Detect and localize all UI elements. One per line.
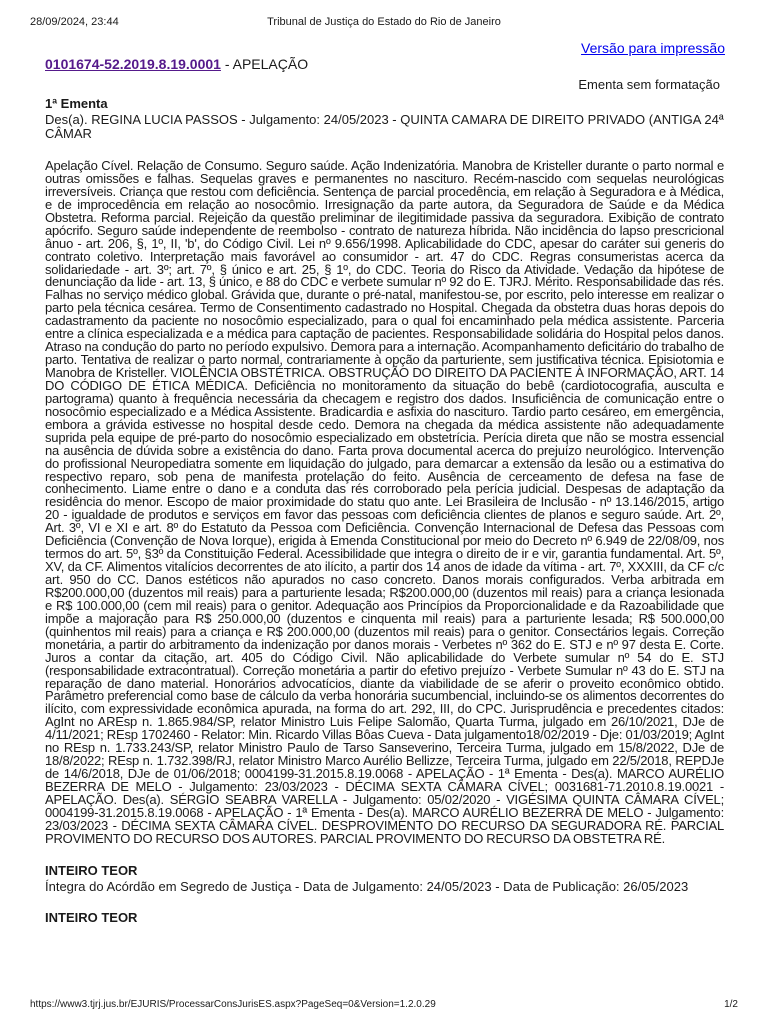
main-content bbox=[45, 97, 724, 925]
process-heading bbox=[45, 56, 308, 72]
process-type: - APELAÇÃO bbox=[220, 56, 309, 72]
print-header bbox=[30, 15, 738, 29]
page-url: https://www3.tjrj.jus.br/EJURIS/ProcessarConsJurisES.aspx?PageSeq=0&Version=1.2.0.29 bbox=[30, 999, 436, 1010]
print-site-title: Tribunal de Justiça do Estado do Rio de Janeiro bbox=[267, 16, 501, 28]
ementa-heading: 1ª Ementa bbox=[45, 96, 108, 111]
process-number-link[interactable]: 0101674-52.2019.8.19.0001 bbox=[45, 56, 221, 72]
print-datetime: 28/09/2024, 23:44 bbox=[30, 16, 119, 28]
inteiro-teor-text: Íntegra do Acórdão em Segredo de Justiça - Data de Julgamento: 24/05/2023 - Data de Publicação: 26/05/2023 bbox=[45, 878, 689, 894]
ementa-text: Apelação Cível. Relação de Consumo. Seguro saúde. Ação Indenizatória. Manobra de Kristeller durante o parto normal e outras omissões e falhas. Sequelas graves e permanentes no nascituro. Recém-nascido com sequelas neurológicas irreversíveis. Criança que restou com deficiência. Sentença de parcial procedência, em relação à Seguradora e à Médica, e de improcedência em relação ao nosocômio. Irresignação da parte autora, da Seguradora de Saúde e da Médica Obstetra. Reforma parcial. Rejeição da questão preliminar de ilegitimidade passiva da seguradora. Exibição de contrato apócrifo. Seguro saúde independente de reembolso - contrato de natureza híbrida. Não incidência do lapso prescricional ânuo - art. 206, §, 1º, II, 'b', do Código Civil. Lei nº 9.656/1998. Aplicabilidade do CDC, apesar do caráter sui generis do contrato coletivo. Interpretação mais favorável ao consumidor - art. 47 do CDC. Regras consumeristas acerca da solidariedade - art. 3º; art. 7º, § único e art. 25, § 1º, do CDC. Teoria do Risco da Atividade. Vedação da hipótese de denunciação da lide - art. 13, § único, e 88 do CDC e verbete sumular nº 92 do E. TJRJ. Mérito. Responsabilidade das rés. Falhas no serviço médico global. Grávida que, durante o pré-natal, manifestou-se, por escrito, pelo interesse em realizar o parto pela técnica cesárea. Termo de Consentimento cadastrado no Hospital. Chegada da obstetra duas horas depois do cadastramento da paciente no nosocômio especializado, para o qual foi encaminhado pela médica assistente. Parceria entre a clínica especializada e a médica para captação de pacientes. Responsabilidade solidária do Hospital pelos danos. Atraso na condução do parto no período expulsivo. Demora para a internação. Acompanhamento deficitário do trabalho de parto. Tentativa de realizar o parto normal, contrariamente à opção da parturiente, sem justificativa técnica. Episiotomia e Manobra de Kristeller. VIOLÊNCIA OBSTÉTRICA. OBSTRUÇÃO DO DIREITO DA PACIENTE À INFORMAÇÃO, ART. 14 DO CÓDIGO DE ÉTICA MÉDICA. Deficiência no monitoramento da situação do bebê (cardiotocografia, ausculta e partograma) quanto à frequência necessária da checagem e registro dos dados. Insuficiência de comunicação entre o nosocômio especializado e a Médica Assistente. Bradicardia e asfixia do nascituro. Tardio parto cesáreo, em emergência, embora a grávida estivesse no hospital desde cedo. Demora na chegada da médica assistente não adequadamente suprida pela equipe de pré-parto do nosocômio especializado em obstetrícia. Perícia direta que não se mostra essencial na ausência de dúvida sobre a existência do dano. Farta prova documental acerca do prejuízo neurológico. Intervenção do profissional Neuropediatra somente em liquidação do julgado, para demarcar a extensão da lesão ou a estimativa do respectivo reparo, sob pena de manifesta protelação do feito. Ausência de cerceamento de defesa na fase de conhecimento. Liame entre o dano e a conduta das rés corroborado pela perícia judicial. Despesas de adaptação da residência do menor. Escopo de maior proximidade do statu quo ante. Lei Brasileira de Inclusão - nº 13.146/2015, artigo 20 - igualdade de produtos e serviços em favor das pessoas com deficiência clientes de planos e seguro saúde. Art. 2º, Art. 3º, VI e XI e art. 8º do Estatuto da Pessoa com Deficiência. Convenção Internacional de Defesa das Pessoas com Deficiência (Convenção de Nova Iorque), erigida à Emenda Constitucional por meio do Decreto nº 6.949 de 22/08/09, nos termos do art. 5º, §3º da Constituição Federal. Acessibilidade que integra o direito de ir e vir, garantia fundamental. Art. 5º, XV, da CF. Alimentos vitalícios decorrentes de ato ilícito, a partir dos 14 anos de idade da vítima - art. 7º, XXXIII, da CF c/c art. 950 do CC. Danos estéticos não apurados no caso concreto. Danos morais configurados. Verba arbitrada em R$200.000,00 (duzentos mil reais) para a parturiente lesada; R$200.000,00 (duzentos mil reais) para a criança lesionada e R$ 100.000,00 (cem mil reais) para o genitor. Adequação aos Princípios da Proporcionalidade e da Razoabilidade que impõe a majoração para R$ 250.000,00 (duzentos e cinquenta mil reais) para a parturiente lesada; R$ 500.000,00 (quinhentos mil reais) para a criança e R$ 200.000,00 (duzentos mil reais) para o genitor. Consectários legais. Correção monetária, a partir do arbitramento da indenização por danos morais - Verbetes nº 362 do E. STJ e nº 97 desta E. Corte. Juros a contar da citação, art. 405 do Código Civil. Não aplicabilidade do Verbete sumular nº 54 do E. STJ (responsabilidade extracontratual). Correção monetária a partir do efetivo prejuízo - Verbete Sumular nº 43 do E. STJ na reparação de dano material. Honorários advocatícios, diante da viabilidade de se aferir o proveito econômico obtido. Parâmetro preferencial como base de cálculo da verba honorária sucumbencial, incluindo-se os alimentos decorrentes do ilícito, com expressividade econômica apurada, na forma do art. 292, III, do CPC. Jurisprudência e precedentes citados: AgInt no AREsp n. 1.865.984/SP, relator Ministro Luis Felipe Salomão, Quarta Turma, julgado em 26/10/2021, DJe de 4/11/2021; REsp 1702460 - Relator: Min. Ricardo Villas Bôas Cueva - Data julgamento18/02/2019 - Dje: 01/03/2019; AgInt no REsp n. 1.733.243/SP, relator Ministro Paulo de Tarso Sanseverino, Terceira Turma, julgado em 15/8/2022, DJe de 18/8/2022; REsp n. 1.732.398/RJ, relator Ministro Marco Aurélio Bellizze, Terceira Turma, julgado em 22/5/2018, REPDJe de 14/6/2018, DJe de 01/06/2018; 0004199-31.2015.8.19.0068 - APELAÇÃO - 1ª Ementa - Des(a). MARCO AURÉLIO BEZERRA DE MELO - Julgamento: 23/03/2023 - DÉCIMA SEXTA CÂMARA CÍVEL; 0031681-71.2010.8.19.0021 - APELAÇÃO. Des(a). SÉRGIO SEABRA VARELLA - Julgamento: 05/02/2020 - VIGÉSIMA QUINTA CÂMARA CÍVEL; 0004199-31.2015.8.19.0068 - APELAÇÃO - 1ª Ementa - Des(a). MARCO AURÉLIO BEZERRA DE MELO - Julgamento: 23/03/2023 - DÉCIMA SEXTA CÂMARA CÍVEL. DESPROVIMENTO DO RECURSO DA SEGURADORA RÉ. PARCIAL PROVIMENTO DO RECURSO DOS AUTORES. PARCIAL PROVIMENTO DO RECURSO DA OBSTETRA RÉ. bbox=[45, 158, 724, 846]
format-note: Ementa sem formatação bbox=[578, 77, 720, 92]
inteiro-teor-heading-2: INTEIRO TEOR bbox=[45, 909, 138, 925]
ementa-meta: Des(a). REGINA LUCIA PASSOS - Julgamento: 24/05/2023 - QUINTA CAMARA DE DIREITO PRIVADO (ANTIGA 24ª CÂMAR bbox=[45, 112, 724, 141]
print-version-link[interactable]: Versão para impressão bbox=[581, 40, 725, 56]
page-number: 1/2 bbox=[724, 999, 738, 1010]
print-footer bbox=[30, 998, 738, 1012]
inteiro-teor-heading: INTEIRO TEOR bbox=[45, 862, 138, 878]
